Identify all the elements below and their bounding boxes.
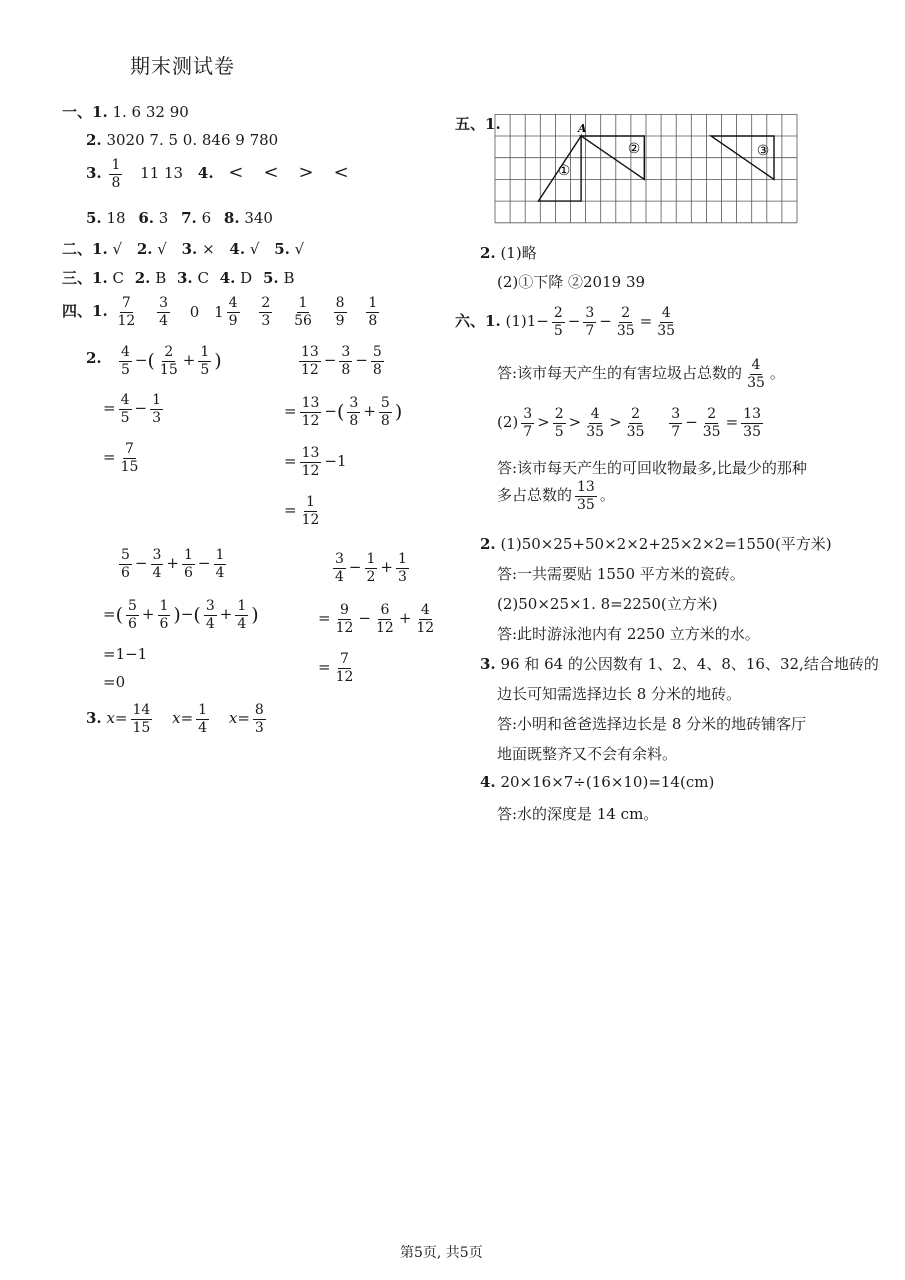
question-number: 3. [86,164,102,183]
question-number: 1. [92,103,108,121]
calc-a-line-1: $\frac{4}{5}$ −( $\frac{2}{15}$ + $\frac{1}{5}$ ) [121,344,222,378]
answer-mark: √ [112,240,123,258]
mixed-number-whole: 1 [214,303,224,322]
calc-b-line-2: = $\frac{13}{12}$ −( $\frac{3}{8}$ + $\frac{5}{8}$ ) [284,395,403,429]
section-3 [62,267,294,288]
answer-text: (1)50×25+50×2×2+25×2×2=1550(平方米) [500,535,832,553]
section-5-q2b: (2)①下降 ②2019 39 [497,273,646,291]
fraction: $\frac{8}{3}$ [254,702,264,736]
question-number: 1. [92,269,108,287]
answer-text: 6 [201,209,212,227]
calc-a-line-3: = $\frac{7}{15}$ [103,441,139,475]
comparison-symbol: < [263,162,279,184]
question-number: 5. [86,209,102,227]
calc-b-line-4: = $\frac{1}{12}$ [284,494,320,528]
fraction: $\frac{1}{4}$ [198,702,208,736]
answer-text: 多占总数的 [497,486,573,505]
grid-lines [495,114,797,223]
question-number: 3. [86,709,102,728]
answer-text: (1)1 [505,312,537,331]
question-number: 3. [181,240,198,258]
answer-choice: B [155,269,167,287]
calc-c-line-3: =1−1 [103,645,148,663]
fraction: $\frac{1}{56}$ [294,295,312,329]
fraction: $\frac{14}{15}$ [132,702,151,736]
section-label: 一、 [62,103,93,121]
question-number: 2. [86,131,102,149]
section-1-q2 [86,131,278,149]
calc-d-line-3: = $\frac{7}{12}$ [318,651,354,685]
question-number: 1. [485,312,501,331]
section-1-q5-q8 [86,209,273,227]
section-6-q2-line-1 [480,533,832,554]
section-6-q2-line-3: (2)50×25×1. 8=2250(立方米) [497,595,718,613]
calc-b-line-3: = $\frac{13}{12}$ −1 [284,445,347,479]
variable: x [106,709,115,728]
fraction: $\frac{13}{35}$ [577,479,595,513]
section-4-q3: 3. x= $\frac{14}{15}$ x= $\frac{1}{4}$ x= $\frac{8}{3}$ [86,702,264,736]
comparison-symbol: < [333,162,349,184]
answer-mark: × [202,240,215,258]
question-number: 4. [219,269,236,287]
section-label: 三、 [62,269,93,287]
section-6-q2-line-4: 答:此时游泳池内有 2250 立方米的水。 [497,625,760,643]
answer-text: 18 [106,209,126,227]
section-6-q1-answer-2a: 答:该市每天产生的可回收物最多,比最少的那种 [497,459,807,477]
calc-d-line-1: $\frac{3}{4}$ − $\frac{1}{2}$ + $\frac{1}{3}$ [335,551,407,585]
point-label: A [578,122,587,135]
fraction: $\frac{1}{8}$ [368,295,378,329]
section-6-q1-answer-2b [497,480,615,512]
answer-text: 20×16×7÷(16×10)=14(cm) [500,773,715,791]
section-6-q1-line-1: 六、1. (1)1− $\frac{2}{5}$ − $\frac{3}{7}$ − $\frac{2}{35}$ = $\frac{4}{35}$ [455,305,676,339]
fraction: $\frac{7}{12}$ [117,295,136,329]
calc-c-line-4: =0 [103,673,126,691]
question-number: 4. [229,240,246,258]
answer-text: 96 和 64 的公因数有 1、2、4、8、16、32,结合地砖的 [500,655,879,673]
answer-text: (2) [497,413,519,432]
variable: x [172,709,181,728]
fraction: $\frac{3}{4}$ [159,295,168,329]
question-number: 8. [223,209,240,227]
question-number: 2. [86,349,102,367]
comparison-symbol: < [228,162,244,184]
section-label: 二、 [62,240,93,258]
question-number: 1. [92,240,108,258]
section-6-q3-line-2: 边长可知需选择边长 8 分米的地砖。 [497,685,742,703]
question-number: 5. [274,240,290,258]
section-1-q3-q4 [86,158,359,190]
section-6-q4-line-1 [480,773,714,791]
answer-text: 0 [189,303,200,322]
answer-text: 3 [158,209,169,227]
comparison-symbol: > [298,162,314,184]
answer-mark: √ [249,240,260,258]
calc-b-line-1: $\frac{13}{12}$ − $\frac{3}{8}$ − $\frac{5}{8}$ [301,344,382,378]
section-6-q2-line-2: 答:一共需要贴 1550 平方米的瓷砖。 [497,565,745,583]
answer-text: 3020 7. 5 0. 846 9 780 [106,131,279,149]
section-6-q3-line-4: 地面既整齐又不会有余料。 [497,745,678,763]
question-number: 3. [480,655,496,673]
question-number: 7. [181,209,197,227]
section-6-q3-line-1 [480,653,879,674]
fraction: $\frac{2}{3}$ [261,295,271,329]
section-5-q2a [480,242,537,263]
answer-text: 答:该市每天产生的有害垃圾占总数的 [497,364,743,383]
shape-label: ① [557,163,571,179]
answer-mark: √ [157,240,167,258]
shape-label: ③ [756,143,770,159]
question-number: 2. [136,240,153,258]
fraction: $\frac{4}{9}$ [228,295,238,329]
page-title: 期末测试卷 [130,54,235,78]
section-label: 五、 [455,115,486,133]
question-number: 4. [480,773,496,791]
variable: x [228,709,238,728]
question-number: 4. [197,164,214,183]
question-number: 1. [485,115,501,133]
grid-diagram [490,114,800,226]
answer-text: (1)略 [500,244,537,262]
question-number: 2. [480,535,496,553]
section-6-q3-line-3: 答:小明和爸爸选择边长是 8 分米的地砖铺客厅 [497,715,807,733]
calc-c-line-2: =( $\frac{5}{6}$ + $\frac{1}{6}$ )−( $\frac{3}{4}$ + $\frac{1}{4}$ ) [103,598,259,632]
section-1-q1 [62,101,189,122]
fraction: $\frac{8}{9}$ [335,295,345,329]
question-number: 6. [138,209,154,227]
page-footer: 第5页, 共5页 [400,1245,483,1261]
section-label: 四、 [62,302,93,321]
answer-choice: B [283,269,295,287]
section-2 [62,238,304,259]
answer-text: 340 [244,209,273,227]
calc-c-line-1: $\frac{5}{6}$ − $\frac{3}{4}$ + $\frac{1}{6}$ − $\frac{1}{4}$ [121,547,225,581]
calc-a-line-2: = $\frac{4}{5}$ − $\frac{1}{3}$ [103,392,161,426]
answer-text: 1. 6 32 90 [112,103,189,121]
punctuation: 。 [769,364,785,383]
section-label: 六、 [455,312,486,331]
answer-choice: D [240,269,253,287]
question-number: 5. [262,269,279,287]
answer-choice: C [112,269,124,287]
section-6-q1-line-2: (2) $\frac{3}{7}$ > $\frac{2}{5}$ > $\frac{4}{35}$ > $\frac{2}{35}$ $\frac{3}{7}$ − $\frac{2}{35}$ = $\frac{13}{35}$ [497,406,761,440]
shape-label: ② [627,141,641,157]
answer-mark: √ [294,240,305,258]
question-number: 2. [480,244,496,262]
question-number: 3. [177,269,193,287]
punctuation: 。 [599,486,615,505]
section-6-q4-line-2: 答:水的深度是 14 cm。 [497,805,659,823]
fraction: $\frac{4}{35}$ [747,357,765,391]
answer-choice: C [197,269,209,287]
section-6-q1-answer-1 [497,358,785,390]
section-4-q1 [62,296,382,328]
answer-text: 11 13 [140,164,184,183]
calc-d-line-2: = $\frac{9}{12}$ − $\frac{6}{12}$ + $\frac{4}{12}$ [318,602,435,636]
question-number: 1. [92,302,108,321]
question-number: 2. [134,269,151,287]
fraction: $\frac{1}{8}$ [111,157,121,191]
